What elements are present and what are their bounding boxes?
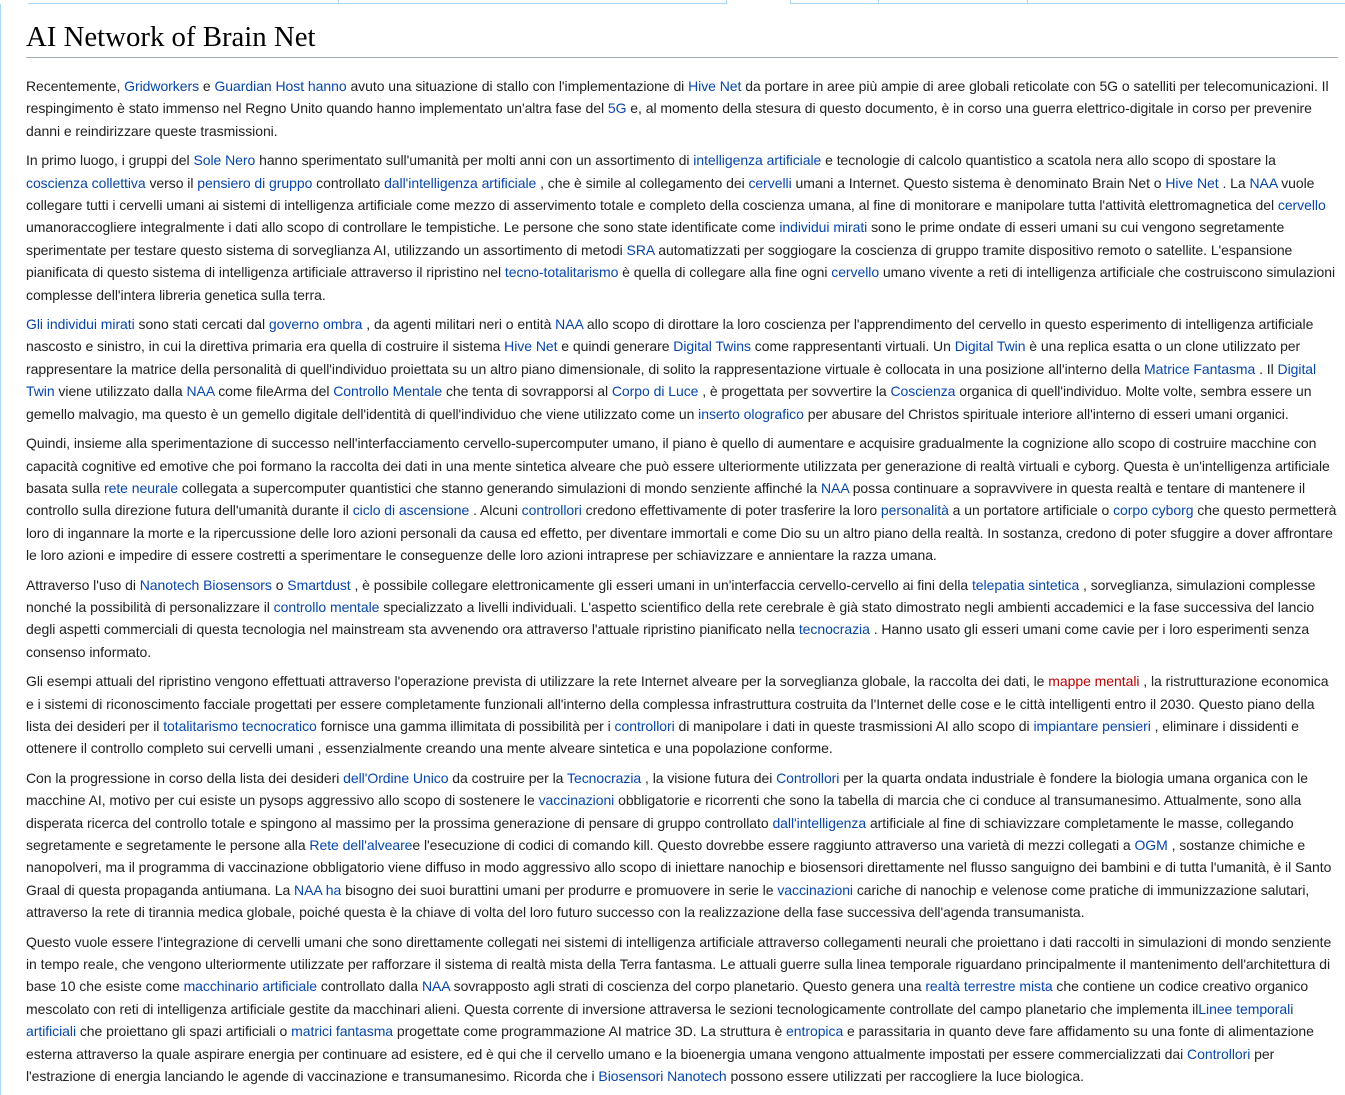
wiki-link[interactable]: Hive Net xyxy=(504,338,558,355)
paragraph-text: cariche di nanochip e velenose come pratiche di immunizzazione salutari, attraverso la rete di tirannia medica globale, poiché questa è la chiave di volta del loro futuro successo con la realizzazione della fase successiva dell'agenda transumanista. xyxy=(26,881,1310,921)
wiki-link[interactable]: telepatia sintetica xyxy=(971,576,1080,593)
paragraph-text: collegata a supercomputer quantistici che stanno generando simulazioni di mondo senziente affinché la xyxy=(178,479,821,496)
wiki-link[interactable]: personalità xyxy=(880,502,949,519)
wiki-link[interactable]: tecnocrazia xyxy=(798,621,870,638)
wiki-link[interactable]: ciclo di ascensione xyxy=(352,502,470,519)
paragraph-text: possono essere utilizzati per raccogliere la luce biologica. xyxy=(726,1068,1084,1085)
wiki-link[interactable]: entropica xyxy=(786,1023,844,1040)
wiki-link[interactable]: Rete dell'alveare xyxy=(309,837,413,853)
paragraph-text: allo scopo di dirottare la loro coscienza per l'apprendimento del cervello in questo esperimento di intelligenza artificiale nascosto e sinistro, in cui la direttiva primaria era quella di costruire il sistema xyxy=(26,316,1314,355)
paragraph-text: sono le prime ondate di esseri umani su cui vengono segretamente sperimentate per testare questo sistema di sorveglianza AI, utilizzando un assortimento di metodi xyxy=(26,219,1285,258)
wiki-link[interactable]: NAA xyxy=(421,978,450,995)
paragraph-text: credono effettivamente di poter trasferire la loro xyxy=(581,502,881,519)
wiki-link[interactable]: intelligenza artificiale xyxy=(693,152,822,169)
paragraph-text: , è progettata per sovvertire la xyxy=(698,383,891,400)
paragraph-text: per la quarta ondata industriale è fondere la biologia umana organica con le macchine AI, motivo per cui esiste un pysops aggressivo allo scopo di sostenere le xyxy=(26,769,1308,809)
wiki-link[interactable]: cervello xyxy=(1277,197,1326,214)
page-title: AI Network of Brain Net xyxy=(26,20,1338,58)
paragraph-text: controllato xyxy=(312,174,385,191)
paragraph-text: , la visione futura dei xyxy=(641,769,777,786)
wiki-link[interactable]: NAA xyxy=(555,316,584,333)
article-body xyxy=(26,75,1340,1094)
paragraph-text: , eliminare i dissidenti e ottenere il controllo completo sui cervelli umani , essenzialmente creando una mente alveare sintetica e una popolazione conforme. xyxy=(26,717,1299,757)
paragraph-text: da portare in aree più ampie di aree globali reticolate con 5G o satelliti per telecomunicazioni. Il respingimento è stato immenso nel Regno Unito quando hanno implementato un'altra fase del xyxy=(26,78,1329,117)
paragraph-text: controllato dalla xyxy=(317,978,422,995)
paragraph-text: automatizzati per soggiogare la coscienza di gruppo tramite dispositivo remoto o satellite. L'espansione pianificata di questo sistema di intelligenza artificiale attraverso il ripristino nel xyxy=(26,241,1293,281)
paragraph-text: Recentemente, xyxy=(26,78,125,94)
wiki-link[interactable]: controllo mentale xyxy=(273,598,380,615)
wiki-link[interactable]: Guardian Host hanno xyxy=(214,78,347,94)
paragraph-text: e parassitaria in quanto deve fare affidamento su una fonte di alimentazione esterna attraverso la quale aspirare energia per continuare ad esistere, ed è qui che il cervello umano e la bioenergia umana vengono attualmente impostati per essere commercializzati dai xyxy=(26,1023,1314,1062)
paragraph-text: , sorveglianza, simulazioni complesse nonché la possibilità di personalizzare il xyxy=(26,576,1316,615)
paragraph-text: per abusare del Christos spirituale interiore all'interno di esseri umani organici. xyxy=(803,405,1289,422)
paragraph-text: è quella di collegare alla fine ogni xyxy=(618,264,832,281)
paragraph-text: verso il xyxy=(145,174,198,191)
paragraph-text: umano vivente a reti di intelligenza artificiale che costruiscono simulazioni complesse dell'intera libreria genetica sulla terra. xyxy=(26,264,1336,303)
article-paragraph xyxy=(26,670,1340,760)
wiki-link[interactable]: cervello xyxy=(831,264,880,281)
wiki-link[interactable]: impiantare pensieri xyxy=(1033,717,1151,734)
wiki-link[interactable]: Linee temporali artificiali xyxy=(26,1000,1294,1040)
paragraph-text: , sostanze chimiche e nanopolveri, ma il programma di vaccinazione obbligatorio viene diffuso in modo aggressivo allo scopo di iniettare nanochip e biosensori direttamente nel flusso sanguigno dei bambini e di tutta l'umanità, è il Santo Graal di questa propaganda antiumana. La xyxy=(26,837,1332,898)
wiki-link[interactable]: Gridworkers xyxy=(124,78,200,94)
wiki-link[interactable]: Hive Net xyxy=(1165,174,1219,191)
paragraph-text: avuto una situazione di stallo con l'implementazione di xyxy=(346,78,689,94)
wiki-link[interactable]: coscienza collettiva xyxy=(26,174,146,191)
article-paragraph xyxy=(26,75,1340,142)
wiki-link[interactable]: pensiero di gruppo xyxy=(197,174,313,191)
paragraph-text: come rappresentanti virtuali. Un xyxy=(750,338,955,355)
paragraph-text: organica di quell'individuo. Molte volte, sembra essere un gemello malvagio, ma questo è un gemello digitale dell'identità di quell'individuo che viene utilizzato come un xyxy=(26,383,1312,422)
wiki-link[interactable]: cervelli xyxy=(748,174,792,191)
paragraph-text: o xyxy=(271,576,288,593)
wiki-link[interactable]: Nanotech Biosensors xyxy=(139,576,272,593)
paragraph-text: è una replica esatta o un clone utilizzato per rappresentare la matrice della personalità di quell'individuo proiettata su un altro piano dimensionale, di solito la rappresentazione virtuale è collocata in una posizione all'interno della xyxy=(26,338,1301,377)
paragraph-text: specializzato a livelli individuali. L'aspetto scientifico della rete cerebrale è già stato dimostrato negli ambienti accademici e la fase successiva del lancio degli aspetti commerciali di questa tecnologia nel mainstream sta avvenendo ora attraverso l'attuale ripristino pianificato nella xyxy=(26,598,1315,638)
paragraph-text: Quindi, insieme alla sperimentazione di successo nell'interfacciamento cervello-supercomputer umano, il piano è quello di aumentare e acquisire gradualmente la cognizione allo scopo di costruire macchine con capacità cognitive ed emotive che poi formano la raccolta dei dati in una mente sintetica alveare che può essere ulteriormente utilizzata per generazione di realtà virtuali e cyborg. Questa è un'intelligenza artificiale basata sulla xyxy=(26,435,1330,496)
paragraph-text: obbligatorie e ricorrenti che sono la tabella di marcia che ci conduce al transumanesimo. Attualmente, sono alla disperata ricerca del controllo totale e spingono al massimo per la prossima generazione di pensare di gruppo controllato xyxy=(26,792,1302,831)
paragraph-text: e xyxy=(199,78,215,94)
wiki-link[interactable]: corpo cyborg xyxy=(1113,502,1194,519)
paragraph-text: artificiale al fine di schiavizzare completamente le masse, collegando segretamente e segretamente le persone alla xyxy=(26,814,1294,853)
paragraph-text: bisogno dei suoi burattini umani per produrre e promuovere in serie le xyxy=(341,881,778,898)
wiki-link[interactable]: Gli individui mirati xyxy=(26,316,135,333)
wiki-link[interactable]: Smartdust xyxy=(287,576,351,593)
wiki-link[interactable]: realtà terrestre mista xyxy=(925,978,1053,995)
article-paragraph xyxy=(26,432,1340,566)
wiki-link[interactable]: inserto olografico xyxy=(698,405,804,422)
wiki-link[interactable]: Controllo Mentale xyxy=(333,383,443,400)
wiki-link[interactable]: Biosensori Nanotech xyxy=(598,1068,727,1085)
paragraph-text: da costruire per la xyxy=(448,769,568,786)
paragraph-text: sovrapposto agli strati di coscienza del corpo planetario. Questo genera una xyxy=(449,978,926,995)
paragraph-text: , da agenti militari neri o entità xyxy=(362,316,556,333)
paragraph-text: possa continuare a sopravvivere in questa realtà e tentare di mantenere il controllo sulla direzione futura dell'umanità durante il xyxy=(26,479,1306,519)
wiki-link[interactable]: dall'intelligenza xyxy=(772,814,867,831)
wiki-link[interactable]: Digital Twin xyxy=(954,338,1026,355)
wiki-link[interactable]: Controllori xyxy=(776,769,840,786)
wiki-link[interactable]: controllori xyxy=(521,502,582,519)
paragraph-text: di manipolare i dati in queste trasmissioni AI allo scopo di xyxy=(674,717,1034,734)
wiki-link[interactable]: Digital Twin xyxy=(26,360,1317,400)
paragraph-text: come fileArma del xyxy=(214,383,334,400)
paragraph-text: che contiene un codice creativo organico mescolato con reti di intelligenza artificiale gestite da macchinari alieni. Questa corrente di inversione attraversa le sezioni tecnologicamente controllate del campo planetario che implementa il xyxy=(26,978,1309,1017)
wiki-link[interactable]: vaccinazioni xyxy=(777,881,853,898)
article-paragraph xyxy=(26,767,1340,924)
paragraph-text: e tecnologie di calcolo quantistico a scatola nera allo scopo di spostare la xyxy=(821,152,1276,169)
wiki-link[interactable]: Digital Twins xyxy=(673,338,751,355)
wiki-link[interactable]: vaccinazioni xyxy=(538,792,615,809)
wiki-link[interactable]: Corpo di Luce xyxy=(611,383,699,400)
wiki-link[interactable]: Tecnocrazia xyxy=(567,769,642,786)
paragraph-text: Con la progressione in corso della lista dei desideri xyxy=(26,769,344,786)
wiki-link[interactable]: 5G xyxy=(607,100,627,117)
paragraph-text: vuole collegare tutti i cervelli umani ai sistemi di intelligenza artificiale come mezzo di asservimento totale e completo della coscienza umana, al fine di monitorare e manipolare tutta l'attività elettromagnetica del xyxy=(26,174,1315,214)
paragraph-text: che questo permetterà loro di ingannare la morte e la ripercussione delle loro azioni personali da causa ed effetto, per diventare immortali e come Dio su un altro piano della realtà. In sostanza, credono di poter sfuggire a dover affrontare le loro azioni e impedire di essere costretti a sperimentare le conseguenze delle loro azioni intraprese per schiavizzare e annientare la razza umana. xyxy=(26,502,1337,564)
wiki-link[interactable]: dell'Ordine Unico xyxy=(343,769,449,786)
paragraph-text: . Alcuni xyxy=(469,502,522,519)
paragraph-text: viene utilizzato dalla xyxy=(54,383,187,400)
wiki-link[interactable]: tecno-totalitarismo xyxy=(504,264,619,281)
wiki-link[interactable]: dall'intelligenza artificiale xyxy=(384,174,537,191)
wiki-link[interactable]: matrici fantasma xyxy=(291,1023,394,1040)
paragraph-text: hanno sperimentato sull'umanità per molti anni con un assortimento di xyxy=(255,152,694,169)
paragraph-text: Gli esempi attuali del ripristino vengono effettuati attraverso l'operazione prevista di utilizzare la rete Internet alveare per la sorveglianza globale, la raccolta dei dati, le xyxy=(26,673,1049,690)
wiki-link[interactable]: Matrice Fantasma xyxy=(1144,360,1256,377)
paragraph-text: umanoraccogliere integralmente i dati allo scopo di controllare le tempistiche. Le persone che sono state identificate come xyxy=(26,219,780,236)
wiki-link[interactable]: rete neurale xyxy=(103,479,179,496)
wiki-link[interactable]: NAA xyxy=(820,479,849,496)
paragraph-text: In primo luogo, i gruppi del xyxy=(26,152,194,169)
paragraph-text: a un portatore artificiale o xyxy=(948,502,1114,519)
paragraph-text: umani a Internet. Questo sistema è denominato Brain Net o xyxy=(791,174,1166,191)
article-paragraph xyxy=(26,574,1340,664)
redlink[interactable]: mappe mentali xyxy=(1048,673,1140,690)
article-paragraph xyxy=(26,149,1340,306)
paragraph-text: , la ristrutturazione economica e i sistemi di riconoscimento facciale progettati per essere completamente funzionali all'interno della complessa infrastruttura costruita da l'Internet delle cose e le città intelligenti entro il 2030. Questo piano della lista dei desideri per il xyxy=(26,673,1329,734)
paragraph-text: sono stati cercati dal xyxy=(134,316,269,333)
article-paragraph xyxy=(26,313,1340,425)
paragraph-text: e, al momento della stesura di questo documento, è in corso una guerra elettrico-digitale in corso per prevenire danni e reindirizzare queste trasmissioni. xyxy=(26,100,1312,139)
wiki-link[interactable]: SRA xyxy=(626,241,655,258)
paragraph-text: , che è simile al collegamento dei xyxy=(536,174,749,191)
wiki-link[interactable]: Sole Nero xyxy=(193,152,256,169)
paragraph-text: . La xyxy=(1218,174,1250,191)
wiki-link[interactable]: Hive Net xyxy=(688,78,742,94)
paragraph-text: progettate come programmazione AI matrice 3D. La struttura è xyxy=(393,1023,787,1040)
paragraph-text: . Il xyxy=(1255,360,1278,377)
paragraph-text: per l'estrazione di energia lanciando le agende di vaccinazione e transumanesimo. Ricorda che i xyxy=(26,1045,1275,1085)
paragraph-text: che tenta di sovrapporsi al xyxy=(442,383,612,400)
article-paragraph xyxy=(26,931,1340,1088)
wiki-link[interactable]: NAA xyxy=(186,383,215,400)
paragraph-text: . Hanno usato gli esseri umani come cavie per i loro esperimenti senza consenso informato. xyxy=(26,621,1310,660)
paragraph-text: , è possibile collegare elettronicamente gli esseri umani in un'interfaccia cervello-cervello ai fini della xyxy=(350,576,972,593)
paragraph-text: Questo vuole essere l'integrazione di cervelli umani che sono direttamente collegati nei sistemi di intelligenza artificiale attraverso collegamenti neurali che proiettano i dati raccolti in simulazioni di mondo senziente in tempo reale, che vengono ulteriormente utilizzate per rafforzare il sistema di realtà mista della Terra fantasma. Le attuali guerre sulla linea temporale riguardano principalmente il mantenimento dell'architettura di base 10 che esiste come xyxy=(26,933,1332,995)
wiki-link[interactable]: OGM xyxy=(1134,837,1168,853)
paragraph-text: Attraverso l'uso di xyxy=(26,576,140,593)
wiki-link[interactable]: totalitarismo tecnocratico xyxy=(163,717,317,734)
paragraph-text: e quindi generare xyxy=(557,338,674,355)
wiki-link[interactable]: Controllori xyxy=(1187,1045,1251,1062)
wiki-link[interactable]: NAA ha xyxy=(294,881,342,898)
wiki-link[interactable]: macchinario artificiale xyxy=(183,978,318,995)
wiki-link[interactable]: governo ombra xyxy=(268,316,363,333)
wiki-link[interactable]: Coscienza xyxy=(890,383,956,400)
wiki-link[interactable]: controllori xyxy=(614,717,675,734)
paragraph-text: che proiettano gli spazi artificiali o xyxy=(76,1023,292,1040)
wiki-link[interactable]: NAA xyxy=(1249,174,1278,191)
paragraph-text: e l'esecuzione di codici di comando kill. Questo dovrebbe essere raggiunto attraverso una varietà di mezzi collegati a xyxy=(412,837,1135,853)
wiki-link[interactable]: individui mirati xyxy=(779,219,868,236)
paragraph-text: fornisce una gamma illimitata di possibilità per i xyxy=(316,717,615,734)
